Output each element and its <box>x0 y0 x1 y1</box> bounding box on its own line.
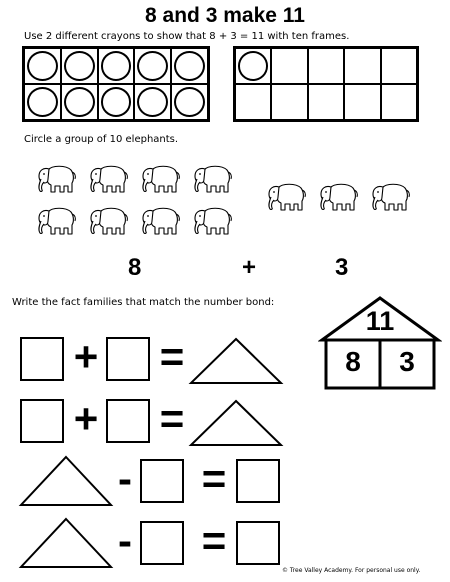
elephant-icon[interactable] <box>265 180 307 214</box>
ten-frame-cell[interactable] <box>235 84 271 120</box>
equals-sign: = <box>201 455 227 502</box>
ten-frame-cell[interactable] <box>134 48 171 84</box>
elephant-group-left <box>35 162 245 246</box>
counter-circle-icon <box>101 51 132 81</box>
ten-frame-cell[interactable] <box>308 48 344 84</box>
ten-frame-cell[interactable] <box>98 84 135 120</box>
counter-circle-icon <box>137 87 168 117</box>
plus-sign: + <box>73 333 99 380</box>
elephant-icon[interactable] <box>139 204 181 238</box>
copyright-footer: © Tree Valley Academy. For personal use only. <box>282 567 421 574</box>
ten-frame-cell[interactable] <box>381 84 417 120</box>
house-whole: 11 <box>365 306 395 336</box>
ten-frame-cell[interactable] <box>271 84 307 120</box>
equals-sign: = <box>201 517 227 564</box>
minus-sign: - <box>118 455 132 502</box>
answer-box[interactable] <box>106 399 150 443</box>
page-title: 8 and 3 make 11 <box>145 4 305 27</box>
answer-box[interactable] <box>140 521 184 565</box>
elephant-icon[interactable] <box>317 180 359 214</box>
counter-circle-icon <box>64 51 95 81</box>
elephant-icon[interactable] <box>191 204 233 238</box>
ten-frame-left <box>22 46 210 122</box>
addend-operator: + <box>242 254 257 281</box>
instruction-elephants: Circle a group of 10 elephants. <box>24 134 179 145</box>
counter-circle-icon <box>64 87 95 117</box>
ten-frame-cell[interactable] <box>171 84 208 120</box>
answer-box[interactable] <box>20 337 64 381</box>
ten-frame-cell[interactable] <box>344 84 380 120</box>
minus-sign: - <box>118 517 132 564</box>
equals-sign: = <box>159 395 185 442</box>
ten-frame-cell[interactable] <box>24 84 61 120</box>
ten-frame-cell[interactable] <box>381 48 417 84</box>
ten-frame-cell[interactable] <box>134 84 171 120</box>
instruction-fact-families: Write the fact families that match the number bond: <box>12 297 275 308</box>
counter-circle-icon <box>174 87 205 117</box>
counter-circle-icon <box>238 51 268 81</box>
ten-frame-cell[interactable] <box>271 48 307 84</box>
house-part-right: 3 <box>399 346 415 377</box>
counter-circle-icon <box>137 51 168 81</box>
answer-triangle[interactable] <box>18 516 114 570</box>
equals-sign: = <box>159 333 185 380</box>
elephant-icon[interactable] <box>87 204 129 238</box>
ten-frame-cell[interactable] <box>98 48 135 84</box>
ten-frame-cell[interactable] <box>235 48 271 84</box>
elephant-icon[interactable] <box>139 162 181 196</box>
ten-frame-cell[interactable] <box>171 48 208 84</box>
answer-box[interactable] <box>236 521 280 565</box>
ten-frame-cell[interactable] <box>308 84 344 120</box>
ten-frame-cell[interactable] <box>61 48 98 84</box>
ten-frame-cell[interactable] <box>24 48 61 84</box>
ten-frame-cell[interactable] <box>61 84 98 120</box>
answer-box[interactable] <box>106 337 150 381</box>
counter-circle-icon <box>27 51 58 81</box>
elephant-icon[interactable] <box>87 162 129 196</box>
elephant-icon[interactable] <box>369 180 411 214</box>
addend-first: 8 <box>128 254 142 281</box>
elephant-group-right <box>265 180 425 220</box>
counter-circle-icon <box>174 51 205 81</box>
ten-frame-cell[interactable] <box>344 48 380 84</box>
answer-box[interactable] <box>20 399 64 443</box>
elephant-icon[interactable] <box>35 162 77 196</box>
answer-box[interactable] <box>236 459 280 503</box>
elephant-icon[interactable] <box>35 204 77 238</box>
elephant-icon[interactable] <box>191 162 233 196</box>
answer-triangle[interactable] <box>188 336 284 386</box>
instruction-ten-frames: Use 2 different crayons to show that 8 + 3 = 11 with ten frames. <box>24 31 350 42</box>
ten-frame-right <box>233 46 419 122</box>
house-part-left: 8 <box>345 346 361 377</box>
counter-circle-icon <box>101 87 132 117</box>
plus-sign: + <box>73 395 99 442</box>
answer-triangle[interactable] <box>18 454 114 508</box>
addend-second: 3 <box>335 254 349 281</box>
answer-triangle[interactable] <box>188 398 284 448</box>
counter-circle-icon <box>27 87 58 117</box>
answer-box[interactable] <box>140 459 184 503</box>
